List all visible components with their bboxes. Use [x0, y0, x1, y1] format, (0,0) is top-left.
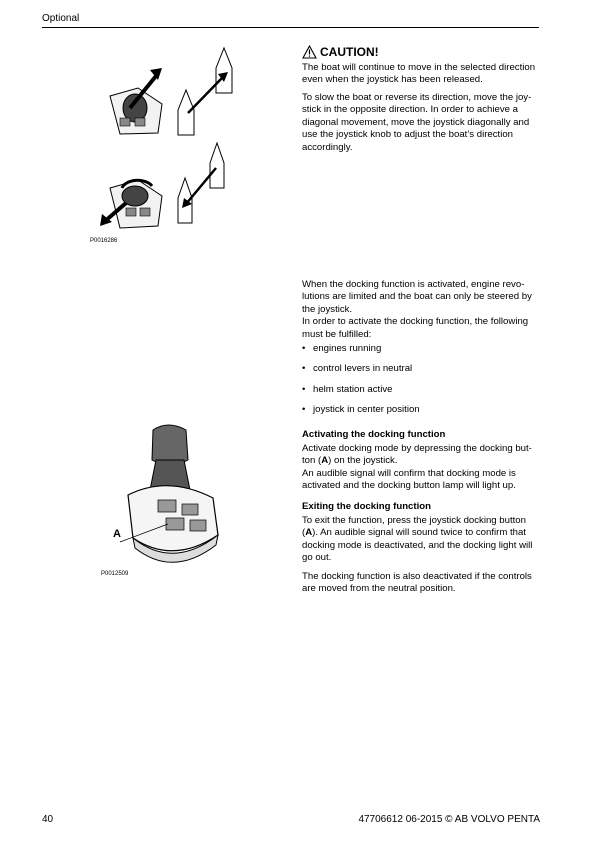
docking-conditions-list: [302, 343, 540, 425]
caution-heading: [302, 45, 379, 59]
figure-id: P0016286: [90, 238, 118, 244]
deactivation-note: The docking function is also deactivated if the controls are moved from the neutral position.: [302, 571, 532, 595]
exiting-text: To exit the function, press the joystick docking button (A). An audible signal will sound twice to confirm that docking mode is deactivated, and the docking light will go out.: [302, 515, 533, 564]
joystick-direction-figure: [90, 38, 260, 248]
caution-text-1: The boat will continue to move in the selected direction even when the joystick has been released.: [302, 62, 536, 86]
figure-id: P0012509: [101, 571, 129, 577]
exiting-heading: Exiting the docking function: [302, 501, 431, 512]
boat-bottom-diagonal: [178, 143, 224, 223]
list-item: • control levers in neutral: [302, 363, 540, 383]
docking-intro: [302, 279, 540, 341]
activating-heading: Activating the docking function: [302, 429, 446, 440]
joystick-top-illustration: [110, 68, 162, 134]
list-item: • helm station active: [302, 384, 540, 404]
callout-label: A: [113, 528, 121, 540]
list-item: • joystick in center position: [302, 404, 540, 424]
boat-top-diagonal: [178, 48, 232, 135]
page-number: 40: [42, 814, 54, 825]
joystick-bottom-illustration: [100, 180, 162, 228]
docking-requirements-text: In order to activate the docking function, the following must be fulfilled:: [302, 316, 529, 340]
warning-icon: [302, 45, 317, 59]
list-item: • engines running: [302, 343, 540, 363]
activating-text: Activate docking mode by depressing the docking but-ton (A) on the joystick. An audible signal will confirm that docking mode is activated and the docking button lamp will light up.: [302, 443, 532, 492]
document-reference: 47706612 06-2015 © AB VOLVO PENTA: [358, 814, 540, 825]
caution-text-2: To slow the boat or reverse its direction, move the joy-stick in the opposite direction. In order to achieve a diagonal movement, move the joystick diagonally and use the joystick knob to adjust the boat’s direction accordingly.: [302, 92, 532, 153]
header-rule: [42, 27, 539, 28]
caution-title: CAUTION!: [320, 45, 379, 59]
docking-intro-text: When the docking function is activated, engine revo-lutions are limited and the boat can only be steered by the joystick.: [302, 279, 532, 315]
section-header: Optional: [42, 13, 80, 24]
joystick-docking-figure: [108, 420, 228, 570]
